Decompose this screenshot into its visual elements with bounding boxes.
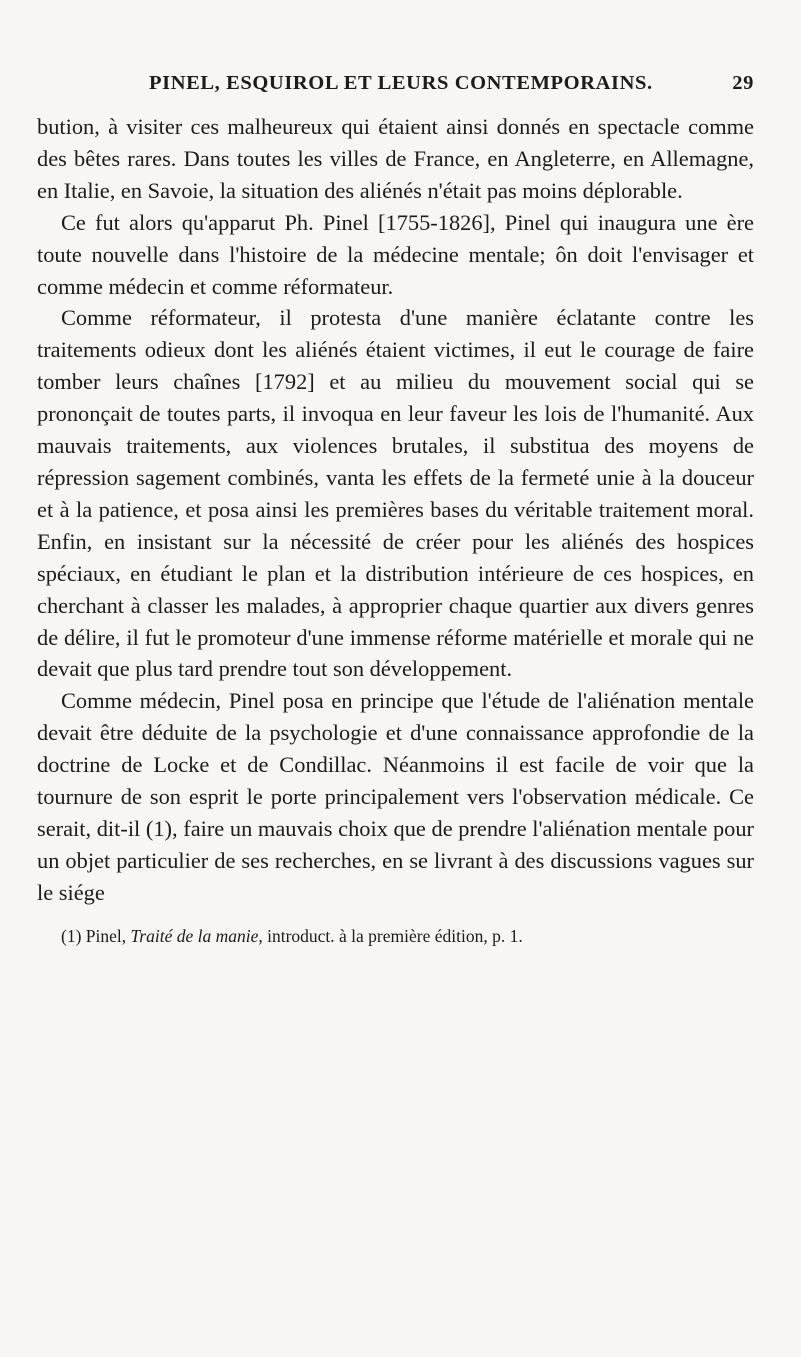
book-page xyxy=(37,72,754,948)
paragraph-reformer: Comme réformateur, il protesta d'une manière éclatante contre les traitements odieux dont les aliénés étaient victimes, il eut le courage de faire tomber leurs chaînes [1792] et au milieu du mouvement social qui se prononçait de toutes parts, il invoqua en leur faveur les lois de l'humanité. Aux mauvais traitements, aux violences brutales, il substitua des moyens de répression sagement combinés, vanta les effets de la fermeté unie à la douceur et à la patience, et posa ainsi les premières bases du véritable traitement moral. Enfin, en insistant sur la nécessité de créer pour les aliénés des hospices spéciaux, en étudiant le plan et la distribution intérieure de ces hospices, en cherchant à classer les malades, à approprier chaque quartier aux divers genres de délire, il fut le promoteur d'une immense réforme matérielle et morale qui ne devait que plus tard prendre tout son développement. xyxy=(37,305,754,682)
footnote-suffix: , introduct. à la première édition, p. 1. xyxy=(258,925,523,946)
footnote-title: Traité de la manie xyxy=(130,925,259,946)
body-text xyxy=(37,111,754,909)
paragraph-continuation: bution, à visiter ces malheureux qui étaient ainsi donnés en spectacle comme des bêtes rares. Dans toutes les villes de France, en Angleterre, en Allemagne, en Italie, en Savoie, la situation des aliénés n'était pas moins déplorable. xyxy=(37,114,754,203)
footnote-prefix: (1) Pinel, xyxy=(61,925,131,946)
footnote xyxy=(37,924,754,948)
page-number: 29 xyxy=(732,72,754,94)
running-head xyxy=(37,72,754,102)
running-title: PINEL, ESQUIROL ET LEURS CONTEMPORAINS. xyxy=(149,72,653,94)
paragraph-pinel-intro: Ce fut alors qu'apparut Ph. Pinel [1755-1826], Pinel qui inaugura une ère toute nouvelle dans l'histoire de la médecine mentale; ôn doit l'envisager et comme médecin et comme réformateur. xyxy=(37,209,754,299)
paragraph-physician: Comme médecin, Pinel posa en principe que l'étude de l'aliénation mentale devait être déduite de la psychologie et d'une connaissance approfondie de la doctrine de Locke et de Condillac. Néanmoins il est facile de voir que la tournure de son esprit le porte principalement vers l'observation médicale. Ce serait, dit-il (1), faire un mauvais choix que de prendre l'aliénation mentale pour un objet particulier de ses recherches, en se livrant à des discussions vagues sur le siége xyxy=(37,688,754,905)
